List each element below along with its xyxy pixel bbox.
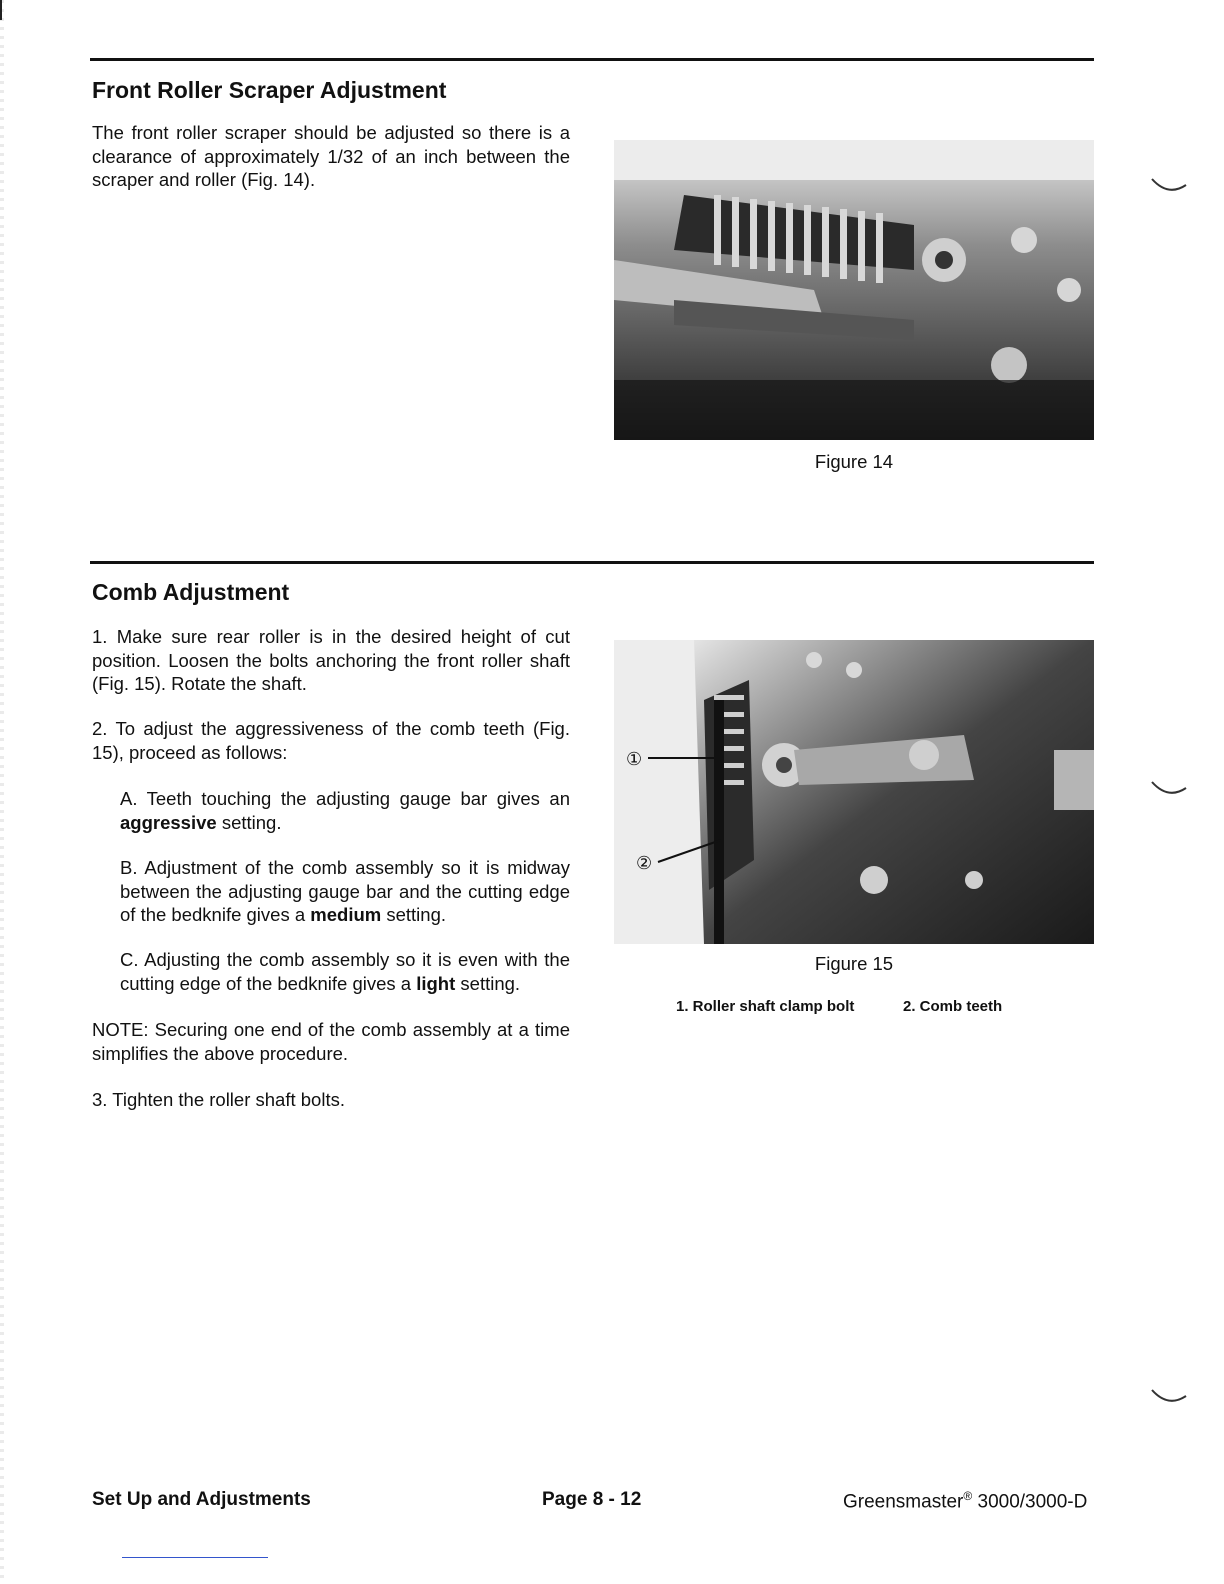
note: NOTE: Securing one end of the comb assembly at a time simplifies the above procedure. — [92, 1019, 570, 1064]
scan-edge — [0, 0, 4, 1584]
callout-2-label: ② — [636, 853, 653, 874]
bottom-rule — [122, 1557, 268, 1558]
footer-product-name: Greensmaster® 3000/3000-D — [843, 1489, 1088, 1513]
substep-a: A. Teeth touching the adjusting gauge bar gives an aggressive setting. — [120, 788, 570, 833]
section-divider — [90, 561, 1094, 564]
section-divider — [90, 58, 1094, 61]
binder-hole-mark — [1150, 778, 1190, 802]
section-title-front-roller-scraper: Front Roller Scraper Adjustment — [92, 77, 447, 103]
figure-15-photo — [614, 640, 1094, 944]
callout-1 — [596, 738, 726, 778]
callout-1-label: ① — [626, 749, 643, 770]
figure-14-photo — [614, 140, 1094, 440]
callout-2 — [596, 836, 726, 876]
scan-edge-mark — [0, 0, 2, 20]
figure-15-caption: Figure 15 — [814, 953, 894, 974]
scraper-instructions: The front roller scraper should be adjusted so there is a clearance of approximately 1/32 of an inch between the scraper and roller (Fig. 14). — [92, 122, 570, 190]
step-2: 2. To adjust the aggressiveness of the comb teeth (Fig. 15), proceed as follows: — [92, 718, 570, 763]
step-1: 1. Make sure rear roller is in the desired height of cut position. Loosen the bolts anchoring the front roller shaft (Fig. 15). Rotate the shaft. — [92, 626, 570, 694]
footer-section-name: Set Up and Adjustments — [92, 1489, 311, 1510]
footer-page-number: Page 8 - 12 — [542, 1489, 642, 1510]
legend-item: 1. Roller shaft clamp bolt — [676, 998, 855, 1015]
substep-c: C. Adjusting the comb assembly so it is even with the cutting edge of the bedknife gives a light setting. — [120, 949, 570, 994]
substep-b: B. Adjustment of the comb assembly so it is midway between the adjusting gauge bar and the cutting edge of the bedknife gives a medium setting. — [120, 857, 570, 925]
binder-hole-mark — [1150, 175, 1190, 199]
figure-14-caption: Figure 14 — [814, 451, 894, 472]
legend-item: 2. Comb teeth — [903, 998, 1003, 1015]
step-3: 3. Tighten the roller shaft bolts. — [92, 1089, 345, 1110]
section-title-comb-adjustment: Comb Adjustment — [92, 579, 290, 605]
binder-hole-mark — [1150, 1386, 1190, 1410]
